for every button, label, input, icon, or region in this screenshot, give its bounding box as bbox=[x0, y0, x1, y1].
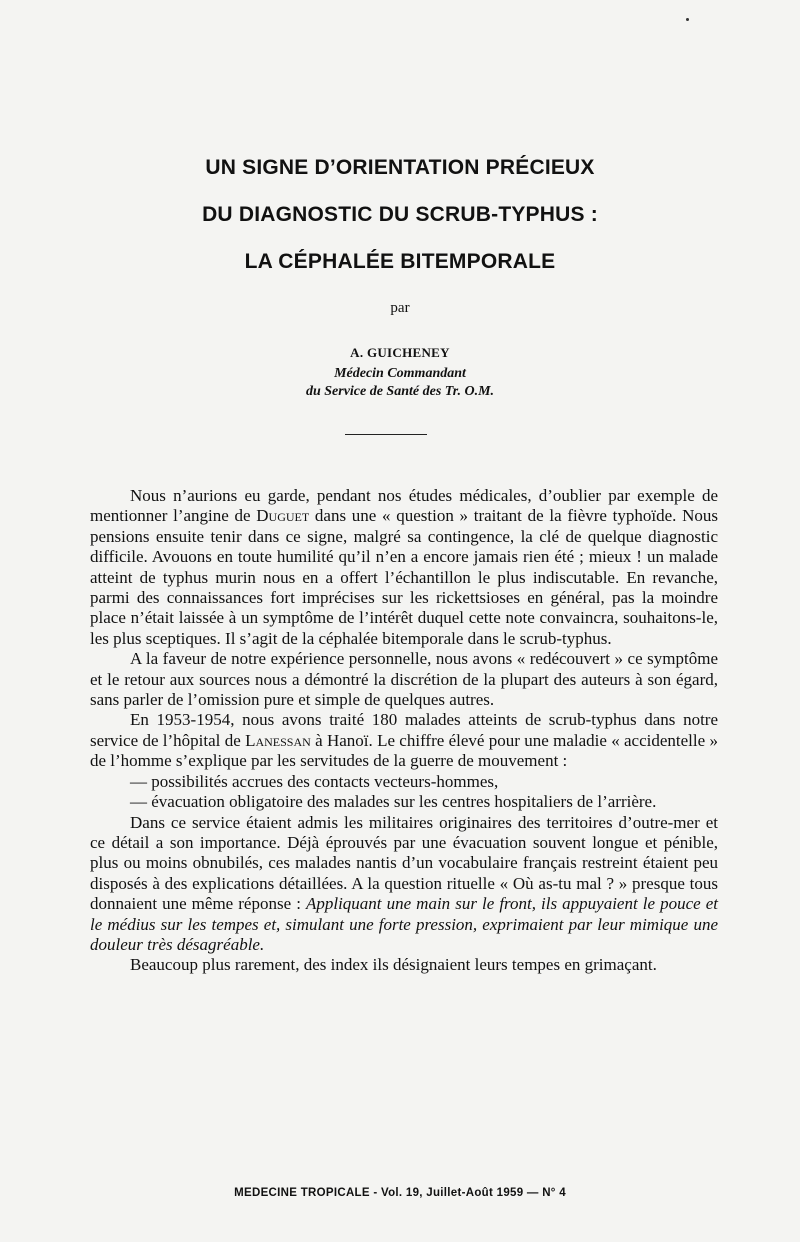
paragraph-2: A la faveur de notre expérience personnelle, nous avons « redécouvert » ce symptôme et le retour aux sources nous a démontré la discrétion de la plupart des auteurs à son égard, sans parler de l’omission pure et simple de quelques autres. bbox=[90, 649, 718, 710]
article-body bbox=[90, 486, 718, 976]
paragraph-1 bbox=[90, 486, 718, 649]
paragraph-5: Beaucoup plus rarement, des index ils désignaient leurs tempes en grimaçant. bbox=[130, 955, 657, 975]
paragraph-3 bbox=[90, 710, 718, 771]
title-line-2: DU DIAGNOSTIC DU SCRUB-TYPHUS : bbox=[202, 203, 598, 226]
list-item-1: — possibilités accrues des contacts vecteurs-hommes, bbox=[130, 771, 499, 791]
paragraph-4-text: Dans ce service étaient admis les militaires originaires des territoires d’outre-mer et ce détail a son importance. Déjà éprouvés par une évacuation souvent longue et pénible, plus ou moins obnubilés, ces malades nantis d’un vocabulaire français restreint étaient peu disposés à des explications détaillées. A la question rituelle « Où as-tu mal ? » presque tous donnaient une même réponse : bbox=[90, 812, 718, 914]
scan-speck bbox=[686, 18, 689, 21]
list-item-2: — évacuation obligatoire des malades sur les centres hospitaliers de l’arrière. bbox=[130, 792, 657, 812]
paragraph-1-text-b: dans une « question » traitant de la fièvre typhoïde. Nous pensions ensuite tenir dans ce signe, malgré sa contingence, la clé de quelque diagnostic difficile. Avouons en toute humilité qu’il n’en a encore jamais rien été ; mieux ! un malade atteint de typhus murin nous en a offert l’échantillon le plus indiscutable. En revanche, parmi des connaissances fort imprécises sur les rickettsioses en général, pas la moindre place n’était laissée à un symptôme de l’intérêt duquel cette note convaincra, souhaitons-le, les plus sceptiques. Il s’agit de la céphalée bitemporale dans le scrub-typhus. bbox=[90, 506, 718, 648]
paragraph-3-text-b: à Hanoï. Le chiffre élevé pour une maladie « accidentelle » de l’homme s’explique par les servitudes de la guerre de mouvement : bbox=[90, 730, 718, 771]
separator-rule bbox=[345, 434, 427, 435]
title-line-1: UN SIGNE D’ORIENTATION PRÉCIEUX bbox=[205, 156, 595, 179]
paragraph-1-text-a: Nous n’aurions eu garde, pendant nos études médicales, d’oublier par exemple de mentionner l’angine de bbox=[90, 486, 718, 526]
title-line-3: LA CÉPHALÉE BITEMPORALE bbox=[244, 250, 556, 273]
author-name: A. GUICHENEY bbox=[350, 345, 450, 360]
journal-footer: MEDECINE TROPICALE - Vol. 19, Juillet-Août 1959 — N° 4 bbox=[234, 1187, 566, 1199]
paragraph-4 bbox=[90, 813, 718, 956]
author-reference-duguet: Duguet bbox=[256, 506, 310, 526]
paragraph-4-italic: Appliquant une main sur le front, ils appuyaient le pouce et le médius sur les tempes et, simulant une forte pression, exprimaient par leur mimique une douleur très désagréable. bbox=[90, 894, 718, 954]
author-service: du Service de Santé des Tr. O.M. bbox=[305, 384, 495, 399]
hospital-name-lanessan: Lanessan bbox=[245, 730, 311, 750]
author-rank: Médecin Commandant bbox=[334, 366, 466, 381]
byline-par: par bbox=[390, 300, 410, 316]
paragraph-3-text-a: En 1953-1954, nous avons traité 180 malades atteints de scrub-typhus dans notre service de l’hôpital de bbox=[90, 710, 718, 750]
